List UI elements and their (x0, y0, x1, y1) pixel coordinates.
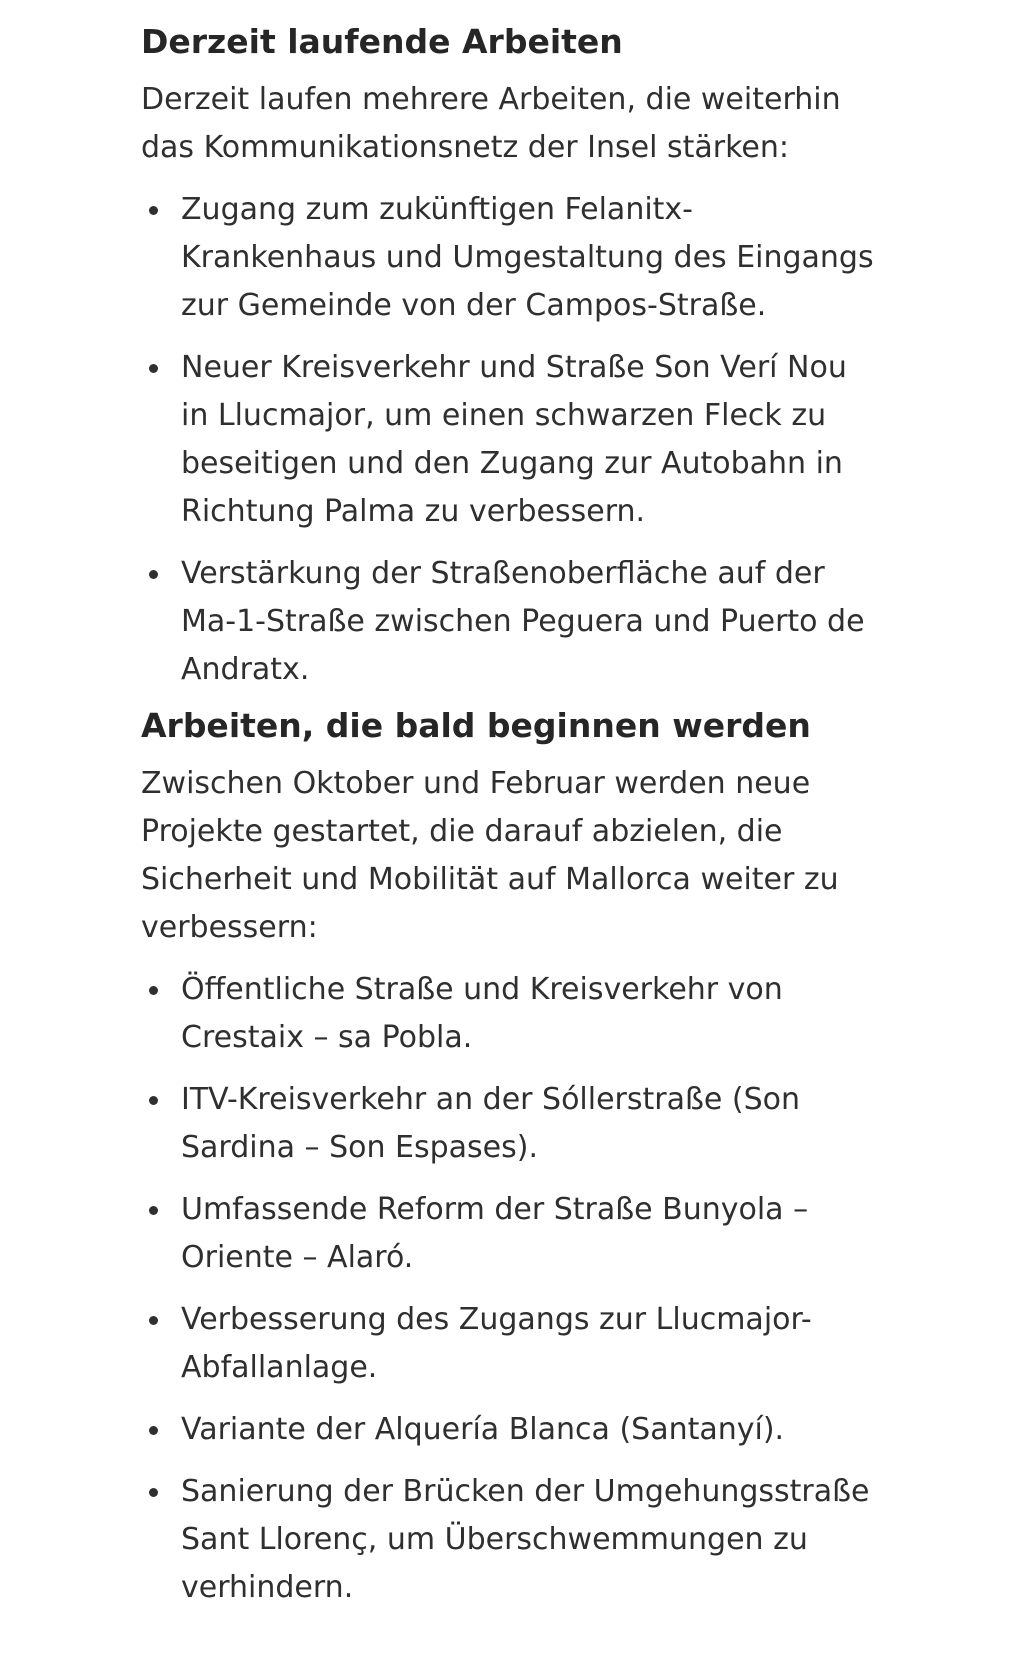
list-item-text: Variante der Alquería Blanca (Santanyí). (181, 1412, 785, 1447)
bullet-icon (149, 206, 158, 215)
list-item (141, 966, 881, 1062)
bullet-icon (149, 1316, 158, 1325)
list-item-text: Verstärkung der Straßenoberfläche auf der Ma-1-Straße zwischen Peguera und Puerto de Andratx. (181, 556, 865, 687)
list-item-text: Öffentliche Straße und Kreisverkehr von Crestaix – sa Pobla. (181, 972, 783, 1055)
section-intro: Derzeit laufen mehrere Arbeiten, die weiterhin das Kommunikationsnetz der Insel stärken: (141, 82, 841, 165)
list-item (141, 344, 881, 536)
list-item (141, 550, 881, 694)
section-heading: Arbeiten, die bald beginnen werden (141, 706, 811, 745)
list-item-text: Umfassende Reform der Straße Bunyola – Oriente – Alaró. (181, 1192, 809, 1275)
section-intro: Zwischen Oktober und Februar werden neue Projekte gestartet, die darauf abzielen, die Sicherheit und Mobilität auf Mallorca weiter zu verbessern: (141, 766, 839, 945)
bullet-icon (149, 364, 158, 373)
list-item-text: Verbesserung des Zugangs zur Llucmajor-Abfallanlage. (181, 1302, 812, 1385)
list-item-text: Sanierung der Brücken der Umgehungsstraße Sant Llorenç, um Überschwemmungen zu verhindern. (181, 1474, 870, 1605)
bullet-icon (149, 986, 158, 995)
bullet-icon (149, 570, 158, 579)
section-upcoming-works (141, 702, 881, 1612)
bullet-icon (149, 1488, 158, 1497)
list-item (141, 186, 881, 330)
works-list (141, 186, 881, 694)
list-item (141, 1296, 881, 1392)
article-content (141, 0, 881, 1612)
bullet-icon (149, 1426, 158, 1435)
list-item (141, 1186, 881, 1282)
section-current-works (141, 18, 881, 694)
list-item (141, 1076, 881, 1172)
list-item-text: ITV-Kreisverkehr an der Sóllerstraße (Son Sardina – Son Espases). (181, 1082, 800, 1165)
bullet-icon (149, 1096, 158, 1105)
list-item (141, 1406, 881, 1454)
list-item-text: Zugang zum zukünftigen Felanitx-Krankenhaus und Umgestaltung des Eingangs zur Gemeinde von der Campos-Straße. (181, 192, 874, 323)
section-heading: Derzeit laufende Arbeiten (141, 22, 623, 61)
list-item (141, 1468, 881, 1612)
list-item-text: Neuer Kreisverkehr und Straße Son Verí Nou in Llucmajor, um einen schwarzen Fleck zu beseitigen und den Zugang zur Autobahn in Richtung Palma zu verbessern. (181, 350, 847, 529)
bullet-icon (149, 1206, 158, 1215)
works-list (141, 966, 881, 1612)
